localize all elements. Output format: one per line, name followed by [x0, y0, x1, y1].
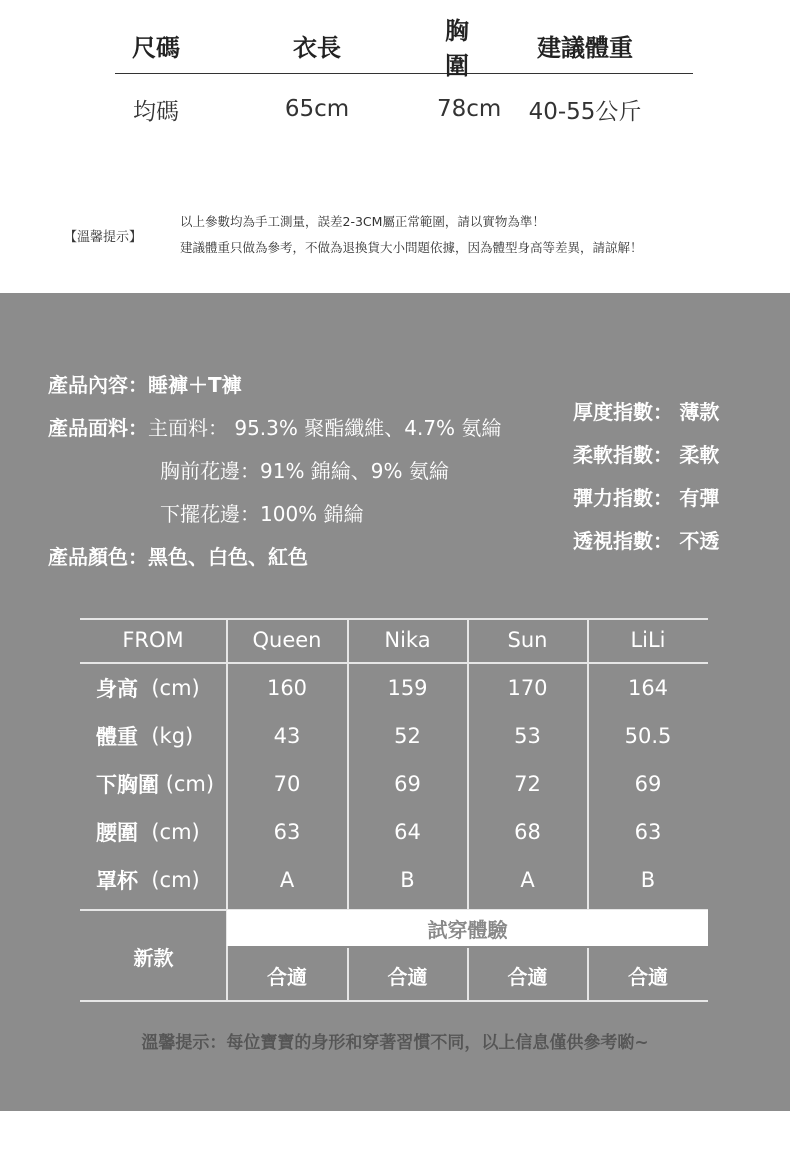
index-elasticity: [573, 482, 719, 511]
cell-waist-lili: 63: [634, 820, 662, 844]
cell-cup-nika: B: [400, 868, 415, 892]
cell-underbust-lili: 69: [634, 772, 662, 796]
cell-height-lili: 164: [627, 676, 669, 700]
new-style-label: 新款: [133, 945, 174, 970]
spec-fabric: [48, 412, 501, 441]
spec-chest-trim: 胸前花邊：91% 錦綸、9% 氨綸: [160, 459, 449, 483]
header-from: FROM: [122, 628, 184, 652]
row-name-height: 身高: [96, 677, 138, 701]
spec-content: [48, 369, 242, 398]
spec-content-label: 產品內容：: [48, 373, 148, 397]
table-line-header: [80, 662, 708, 664]
index-softness-label: 柔軟指數：: [573, 443, 673, 467]
tryon-table: [80, 618, 708, 1002]
spec-content-value: 睡褲＋T褲: [148, 373, 242, 397]
size-value-length: 65cm: [284, 96, 350, 122]
cell-weight-lili: 50.5: [624, 724, 672, 748]
cell-underbust-sun: 72: [514, 772, 541, 796]
header-model-nika: Nika: [384, 628, 431, 652]
cell-weight-queen: 43: [273, 724, 301, 748]
row-unit-underbust: (cm): [165, 772, 215, 796]
cell-waist-queen: 63: [273, 820, 301, 844]
index-transparency-value: 不透: [679, 529, 720, 553]
row-label-underbust: [96, 762, 214, 806]
header-model-queen: Queen: [252, 628, 322, 652]
index-softness-value: 柔軟: [679, 443, 720, 467]
cell-cup-sun: A: [520, 868, 535, 892]
index-softness: [573, 439, 719, 468]
spec-fabric-label: 產品面料：: [48, 416, 148, 440]
notice-line-2: 建議體重只做為參考，不做為退換貨大小問題依據，因為體型身高等差異，請諒解！: [180, 240, 643, 255]
size-table-header: [115, 16, 693, 80]
cell-height-queen: 160: [266, 676, 308, 700]
cell-cup-queen: A: [279, 868, 295, 892]
notice-line-1: 以上參數均為手工測量，誤差2-3CM屬正常範圍，請以實物為準！: [180, 214, 545, 229]
row-label-height: [96, 666, 200, 710]
spec-color-label: 產品顏色：: [48, 545, 148, 569]
spec-color-value: 黑色、白色、紅色: [148, 545, 308, 569]
warm-notice: [64, 208, 764, 268]
size-table: [115, 18, 693, 144]
fit-lili: 合適: [628, 964, 668, 989]
size-value-size: 均碼: [133, 98, 179, 125]
size-header-weight: 建議體重: [537, 34, 633, 62]
spec-fabric-value: 主面料： 95.3% 聚酯纖維、4.7% 氨綸: [148, 416, 502, 440]
row-name-weight: 體重: [96, 725, 138, 749]
row-label-waist: [96, 810, 200, 854]
size-header-length: 衣長: [293, 34, 341, 62]
index-thickness-value: 薄款: [679, 400, 720, 424]
tryon-experience-banner: [227, 910, 708, 946]
cell-height-nika: 159: [387, 676, 428, 700]
row-label-cup: [96, 858, 200, 902]
spec-color: [48, 541, 308, 570]
cell-underbust-queen: 70: [273, 772, 301, 796]
cell-waist-sun: 68: [514, 820, 541, 844]
index-thickness-label: 厚度指數：: [573, 400, 673, 424]
row-name-underbust: 下胸圍: [96, 773, 159, 797]
row-name-cup: 罩杯: [96, 869, 138, 893]
index-transparency-label: 透視指數：: [573, 529, 673, 553]
header-model-sun: Sun: [507, 628, 548, 652]
row-name-waist: 腰圍: [96, 821, 138, 845]
footer-tip: 溫馨提示：每位寶寶的身形和穿著習慣不同，以上信息僅供參考喲~: [141, 1033, 649, 1053]
fit-sun: 合適: [507, 964, 548, 989]
fit-queen: 合適: [267, 964, 307, 989]
notice-label: 【溫馨提示】: [64, 230, 143, 245]
index-thickness: [573, 396, 719, 425]
spec-hem-trim: 下擺花邊：100% 錦綸: [160, 502, 364, 526]
cell-cup-lili: B: [640, 868, 656, 892]
cell-weight-sun: 53: [514, 724, 541, 748]
size-table-row: [115, 74, 693, 144]
index-elasticity-label: 彈力指數：: [573, 486, 673, 510]
cell-height-sun: 170: [507, 676, 548, 700]
row-unit-cup: (cm): [151, 868, 200, 892]
index-transparency: [573, 525, 719, 554]
row-unit-waist: (cm): [151, 820, 200, 844]
tryon-experience-label: 試穿體驗: [427, 917, 508, 942]
cell-underbust-nika: 69: [394, 772, 421, 796]
index-elasticity-value: 有彈: [679, 486, 720, 510]
size-value-bust: 78cm: [437, 96, 502, 122]
row-unit-weight: (kg): [151, 724, 194, 748]
fit-nika: 合適: [387, 964, 428, 989]
size-header-size: 尺碼: [132, 34, 180, 62]
row-unit-height: (cm): [151, 676, 200, 700]
header-model-lili: LiLi: [630, 628, 666, 652]
row-label-weight: [96, 714, 193, 758]
cell-weight-nika: 52: [394, 724, 421, 748]
size-value-weight: 40-55公斤: [528, 98, 642, 125]
cell-waist-nika: 64: [394, 820, 421, 844]
product-info-panel: [0, 293, 790, 1111]
size-header-bust: 胸圍: [445, 16, 469, 80]
